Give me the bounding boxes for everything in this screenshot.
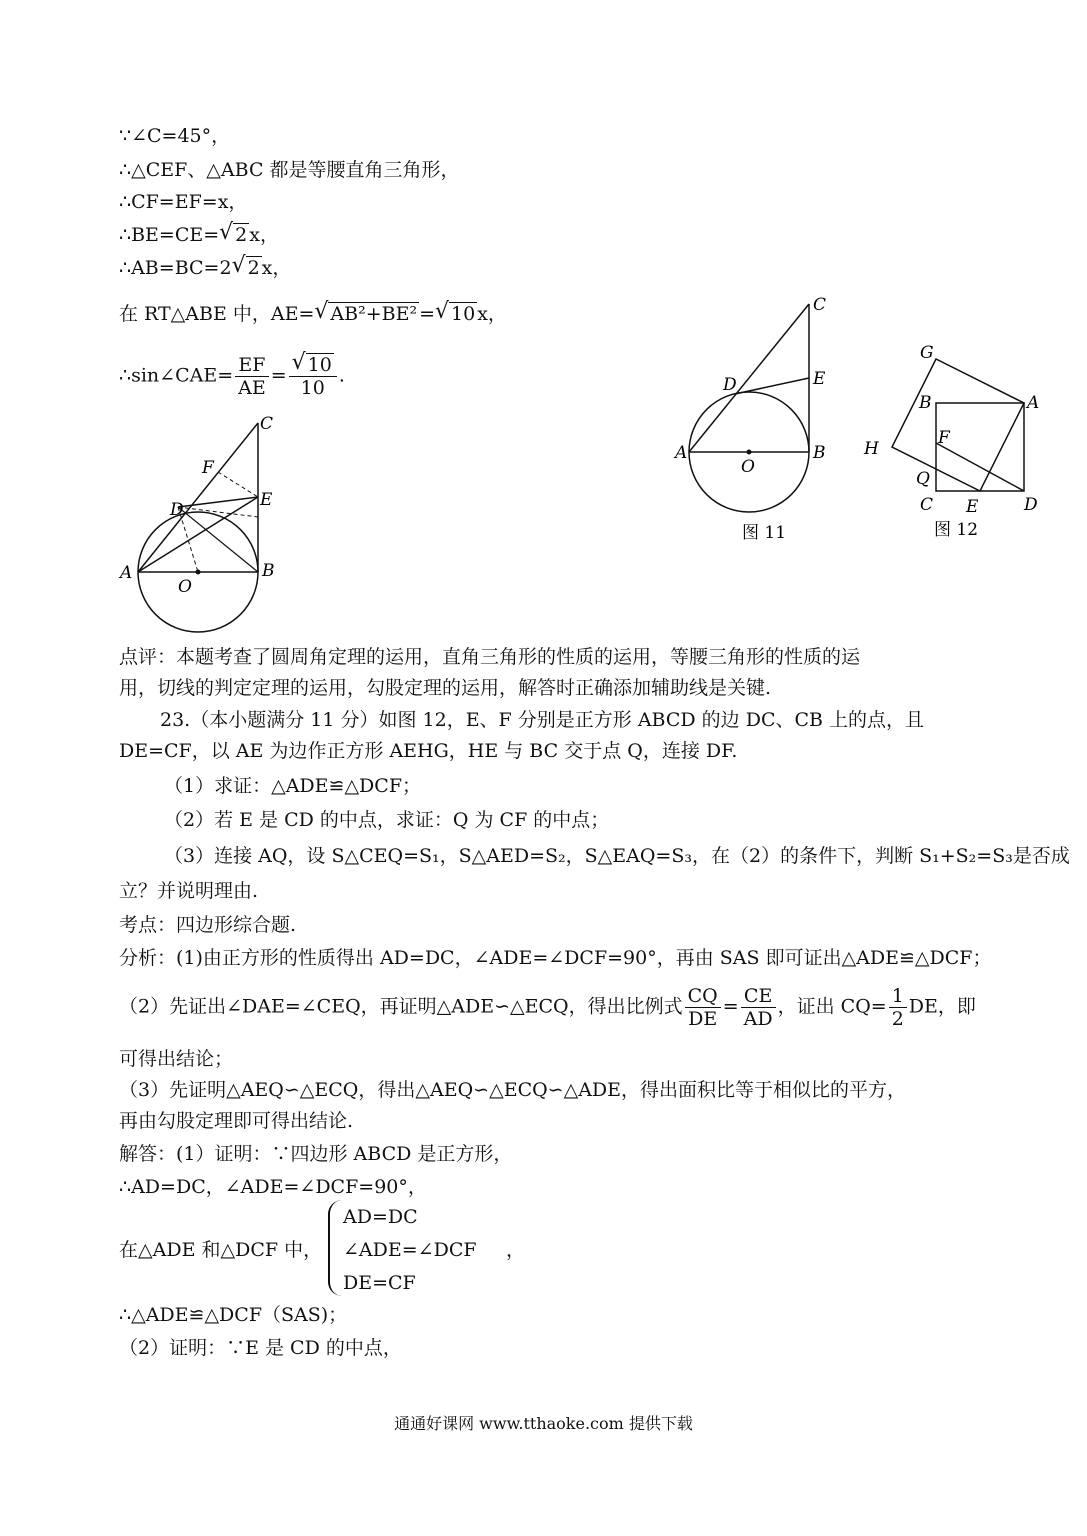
fraction: $\frac{1}{2}$ — [889, 985, 907, 1030]
label-d: D — [723, 375, 737, 395]
solution-line-4: ∴△ADE≌△DCF（SAS)； — [119, 1304, 348, 1326]
line-angle-c: ∵∠C=45°， — [119, 125, 231, 147]
label-g: G — [920, 343, 934, 363]
problem-part-1: （1）求证：△ADE≌△DCF； — [164, 775, 422, 797]
system-eq-3: DE=CF — [343, 1272, 416, 1294]
analysis-line-1: 分析：(1)由正方形的性质得出 AD=DC，∠ADE=∠DCF=90°，再由 SAS 即可证出△ADE≌△DCF； — [119, 947, 992, 969]
label-e: E — [966, 497, 979, 517]
line-be-ce — [119, 223, 279, 247]
problem-line-1: 23.（本小题满分 11 分）如图 12，E、F 分别是正方形 ABCD 的边 DC、CB 上的点，且 — [160, 709, 925, 731]
text: x， — [261, 257, 292, 279]
label-b: B — [919, 393, 932, 413]
line-cf-ef: ∴CF=EF=x， — [119, 191, 248, 213]
solution-line-3: 在△ADE 和△DCF 中， — [119, 1239, 323, 1261]
label-a: A — [120, 563, 133, 583]
figure-11-caption: 图 11 — [742, 523, 787, 543]
label-a: A — [1027, 393, 1040, 413]
solution-line-2: ∴AD=DC，∠ADE=∠DCF=90°， — [119, 1176, 427, 1198]
system-comma: ， — [506, 1239, 526, 1261]
topic-line: 考点：四边形综合题. — [119, 914, 297, 936]
label-b: B — [262, 561, 275, 581]
fraction: $\frac{CE}{AD}$ — [741, 985, 776, 1030]
analysis-line-3: 可得出结论； — [119, 1048, 234, 1070]
fraction: $\frac{EF}{AE}$ — [235, 354, 269, 399]
problem-part-3: （3）连接 AQ，设 S△CEQ=S₁，S△AED=S₂，S△EAQ=S₃，在（2）的条件下，判断 S₁+S₂=S₃是否成 — [164, 845, 1070, 867]
label-c: C — [813, 295, 827, 315]
figure-12 — [858, 338, 1058, 548]
label-a: A — [675, 443, 688, 463]
system-brace — [328, 1200, 344, 1296]
figure-solution — [110, 405, 310, 640]
fraction: √ $\frac{10}{10}$ — [289, 354, 337, 399]
solution-line-5: （2）证明：∵E 是 CD 的中点， — [119, 1337, 402, 1359]
line-ab-bc — [119, 256, 291, 280]
line-isosceles: ∴△CEF、△ABC 都是等腰直角三角形， — [119, 159, 460, 181]
label-c: C — [920, 495, 934, 515]
problem-line-2: DE=CF，以 AE 为边作正方形 AEHG，HE 与 BC 交于点 Q，连接 DF. — [119, 740, 738, 762]
figure-11 — [670, 290, 850, 545]
label-o: O — [741, 457, 755, 477]
label-q: Q — [916, 469, 930, 489]
label-c: C — [260, 414, 274, 434]
label-o: O — [178, 577, 192, 597]
solution-line-1: 解答：(1）证明：∵四边形 ABCD 是正方形， — [119, 1143, 513, 1165]
label-d: D — [170, 500, 184, 520]
label-e: E — [260, 490, 273, 510]
label-b: B — [813, 443, 826, 463]
label-h: H — [864, 439, 879, 459]
label-d: D — [1024, 495, 1038, 515]
comment-line-1: 点评：本题考查了圆周角定理的运用，直角三角形的性质的运用，等腰三角形的性质的运 — [119, 646, 861, 668]
text: 在 RT△ABE 中，AE= — [119, 303, 315, 325]
sqrt: √ 2 — [232, 256, 262, 280]
text: x， — [477, 303, 507, 325]
problem-part-2: （2）若 E 是 CD 的中点，求证：Q 为 CF 的中点； — [164, 809, 610, 831]
text: = — [419, 303, 435, 325]
text: ∴AB=BC=2 — [119, 257, 232, 279]
text: ∴sin∠CAE= — [119, 364, 234, 387]
figure-12-caption: 图 12 — [934, 520, 979, 540]
text: x， — [249, 224, 279, 246]
fraction: $\frac{CQ}{DE}$ — [685, 985, 721, 1030]
analysis-line-2: （2）先证出∠DAE=∠CEQ，再证明△ADE∽△ECQ，得出比例式 $\frac{CQ}{DE}$ = $\frac{CE}{AD}$ ，证出 CQ= $\frac{1}{2}$ DE，即 — [119, 985, 976, 1030]
line-ae — [119, 302, 507, 326]
sqrt: √ AB²+BE² — [314, 302, 419, 326]
page-footer: 通通好课网 www.tthaoke.com 提供下载 — [394, 1414, 693, 1433]
label-f: F — [202, 458, 214, 478]
sqrt: √ 10 — [435, 302, 477, 326]
problem-part-3-cont: 立？并说明理由. — [119, 880, 259, 902]
system-eq-2: ∠ADE=∠DCF — [343, 1239, 477, 1261]
analysis-line-5: 再由勾股定理即可得出结论. — [119, 1110, 354, 1132]
label-f: F — [938, 428, 950, 448]
line-sin: ∴sin∠CAE= $\frac{EF}{AE}$ = √ $\frac{10}{10}$ . — [119, 354, 345, 399]
comment-line-2: 用，切线的判定定理的运用，勾股定理的运用，解答时正确添加辅助线是关键. — [119, 677, 772, 699]
sqrt: √ 2 — [219, 223, 249, 247]
text: ∴BE=CE= — [119, 224, 220, 246]
label-e: E — [813, 369, 826, 389]
analysis-line-4: （3）先证明△AEQ∽△ECQ，得出△AEQ∽△ECQ∽△ADE，得出面积比等于相似比的平方， — [119, 1079, 907, 1101]
system-eq-1: AD=DC — [343, 1206, 418, 1228]
